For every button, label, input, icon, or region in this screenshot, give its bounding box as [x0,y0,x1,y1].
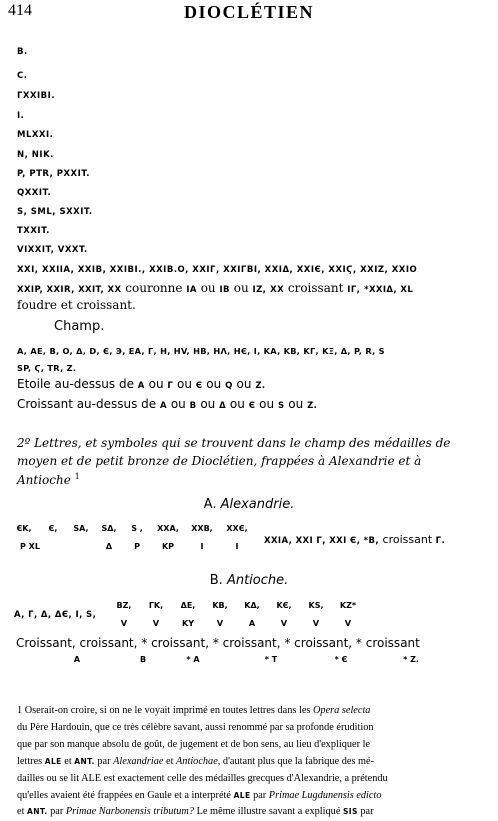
legend-long-line: XXI, XXIIA, XXIB, XXIBI., XXIB.O, XXIΓ, XXIΓBI, XXIΔ, XXIЄ, XXIϚ, XXIZ, XXIO [17,265,418,275]
mint-mark: XXA, [157,524,179,533]
mint-mark: BZ, [116,601,132,610]
legend-item: N, NIK. [17,150,54,160]
champ-letters: SP, Ϛ, TR, Z. [17,363,77,373]
footnote-line: du Père Hardouin, que ce très célèbre savant, aussi renommé par sa profonde érudition [17,722,374,733]
mint-mark: KΔ, [244,601,260,610]
footnote-ref: 1 [74,472,80,481]
footnote-line: lettres ALE et ANT. par Alexandriae et Antiochae, d'autant plus que la fabrique des mé- [17,756,375,767]
footnote-line: 1 Oserait-on croire, si on ne le voyait imprimé en toutes lettres dans les Opera selecta [17,705,371,716]
paragraph-line: moyen et de petit bronze de Dioclétien, frappées à Alexandrie et à [17,454,422,468]
mint-mark: V [344,619,352,628]
footnote-line: qu'elles avaient été frappées en Gaule et a interprété ALE par Primae Lugdunensis edicto [17,790,382,801]
page-number: 414 [8,2,32,19]
mint-mark: * A [186,655,200,664]
paragraph-line: Antioche $^1$ [17,472,80,487]
legend-long-line: foudre et croissant. [17,298,136,312]
mint-mark: P [134,542,140,551]
footnote-line: que par son manque absolu de goût, de jugement et de bon sens, au lieu d'expliquer le [17,739,371,750]
mint-mark: P XL [20,542,40,551]
alexandrie-tail: XXIA, XXI Γ, XXI Є, *B, croissant Γ. [264,533,446,546]
mint-mark: V [312,619,320,628]
mint-mark: SA, [73,524,89,533]
mint-mark: XXB, [191,524,213,533]
section-heading-antioche: B. Antioche. [209,573,289,588]
mint-mark: * T [264,655,278,664]
footnote-number: 1 [17,705,23,716]
champ-heading: Champ. [54,319,105,334]
mint-mark: KS, [308,601,324,610]
mint-mark: V [216,619,224,628]
legend-item: C. [17,71,28,81]
legend-item: P, PTR, PXXIT. [17,169,91,179]
croissant-series-line: Croissant, croissant, * croissant, * croissant, * croissant, * croissant [16,636,420,650]
legend-item: B. [17,47,28,57]
mint-mark: V [120,619,128,628]
legend-long-line: XXIP, XXIR, XXIT, XX couronne IA ou IB ou IZ, XX croissant IΓ, *XXIΔ, XL [17,281,414,295]
mint-mark: SΔ, [101,524,117,533]
legend-item: I. [17,111,25,121]
mint-mark: KZ* [339,601,357,610]
antioche-first: A, Γ, Δ, ΔЄ, I, S, [14,610,97,620]
mint-mark: A [248,619,256,628]
page-title: DIOCLÉTIEN [183,2,315,22]
mint-mark: KY [182,619,194,628]
mint-mark: * Z. [403,655,419,664]
legend-item: VIXXIT, VXXT. [17,245,88,255]
mint-mark: ЄK, [16,524,32,533]
legend-item: MLXXI. [17,130,54,140]
mint-mark: Є, [48,524,58,533]
mint-mark: S , [131,524,143,533]
footnote-line: et ANT. par Primae Narbonensis tributum? Le même illustre savant a expliqué SIS par [17,806,374,817]
legend-item: TXXIT. [17,226,50,236]
paragraph-line: 2º Lettres, et symboles qui se trouvent dans le champ des médailles de [17,436,451,450]
etoile-line: Etoile au-dessus de A ou Γ ou Є ou Q ou Z. [17,377,266,391]
antioche-top-row [0,601,498,615]
legend-item: QXXIT. [17,188,52,198]
mint-mark: XXЄ, [226,524,248,533]
mint-mark: ΔE, [180,601,196,610]
legend-item: ΓXXIBI. [17,91,56,101]
mint-mark: B [139,655,147,664]
croissant-line: Croissant au-dessus de A ou B ou Δ ou Є ou S ou Z. [17,397,318,411]
mint-mark: Δ [105,542,113,551]
section-heading-alexandrie: A. Alexandrie. [203,497,295,512]
mint-mark: KP [161,542,175,551]
mint-mark: A [73,655,81,664]
footnote-line: dailles ou se lit ALE est exactement celle des médailles grecques d'Alexandrie, a prétendu [17,773,388,784]
mint-mark: I [200,542,204,551]
croissant-letters-row [0,655,498,669]
legend-item: S, SML, SXXIT. [17,207,93,217]
antioche-bottom-row [0,619,498,633]
mint-mark: KB, [212,601,228,610]
mint-mark: V [152,619,160,628]
mint-mark: ΓK, [148,601,164,610]
champ-letters: A, AE, B, O, Δ, D, Є, Э, EA, Γ, H, HV, HB, HΛ, HЄ, I, KA, KB, KΓ, KΞ, Δ, P, R, S [17,346,385,356]
mint-mark: V [280,619,288,628]
mint-mark: I [235,542,239,551]
mint-mark: * Є [334,655,348,664]
mint-mark: KЄ, [276,601,292,610]
